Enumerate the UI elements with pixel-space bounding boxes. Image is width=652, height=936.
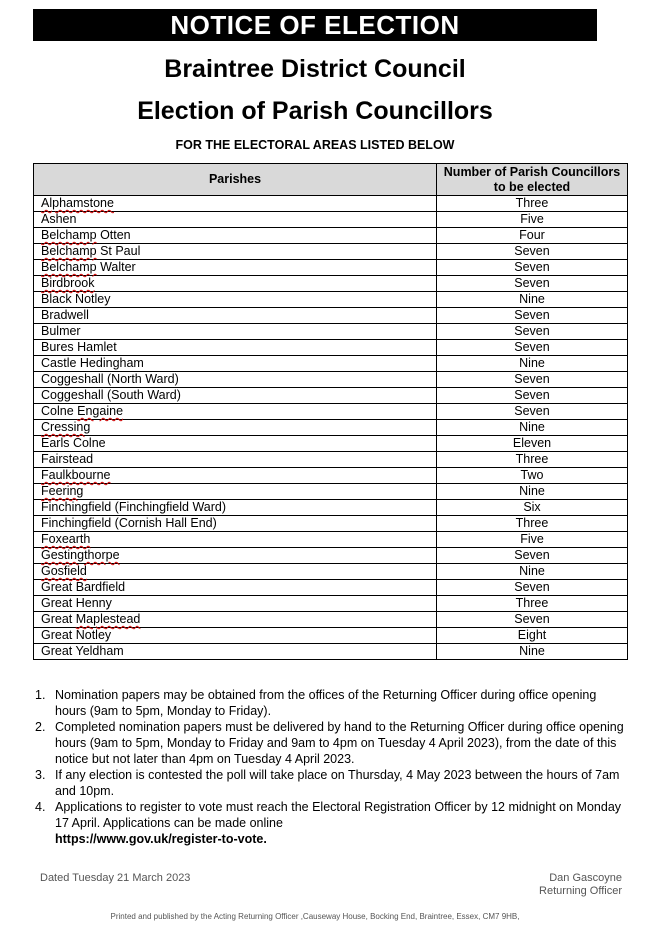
parish-name: Earls Colne — [41, 436, 106, 450]
table-row — [34, 628, 628, 644]
councillor-count-cell: Three — [437, 516, 628, 532]
parish-name: Great Maplestead — [41, 612, 141, 626]
parish-name-cell — [34, 324, 437, 340]
parish-name-cell — [34, 612, 437, 628]
parish-name-cell — [34, 500, 437, 516]
councillor-count-cell: Two — [437, 468, 628, 484]
councillor-count-cell: Nine — [437, 292, 628, 308]
table-row — [34, 580, 628, 596]
parish-name: Great Bardfield — [41, 580, 126, 594]
parish-name: Faulkbourne — [41, 468, 111, 482]
parish-name: Gosfield — [41, 564, 87, 578]
councillor-count-cell: Seven — [437, 548, 628, 564]
signer-name: Dan Gascoyne — [549, 872, 622, 884]
parish-name-cell — [34, 628, 437, 644]
councillor-count-cell: Seven — [437, 388, 628, 404]
table-row — [34, 516, 628, 532]
table-row — [34, 372, 628, 388]
parish-name: Birdbrook — [41, 276, 95, 290]
councillor-count-cell: Eight — [437, 628, 628, 644]
note-item — [33, 687, 628, 719]
parish-name: Bulmer — [41, 324, 81, 338]
table-row — [34, 340, 628, 356]
parish-name-cell — [34, 596, 437, 612]
table-row — [34, 436, 628, 452]
councillor-count-cell: Nine — [437, 484, 628, 500]
table-row — [34, 612, 628, 628]
councillor-count-cell: Five — [437, 212, 628, 228]
signer-title: Returning Officer — [539, 885, 622, 897]
parish-name: Belchamp Walter — [41, 260, 136, 274]
parish-name-cell — [34, 356, 437, 372]
parish-name: Foxearth — [41, 532, 91, 546]
parish-name: Black Notley — [41, 292, 111, 306]
parish-name-cell — [34, 260, 437, 276]
signature-block — [539, 872, 622, 898]
parish-name-cell — [34, 420, 437, 436]
parish-name-cell — [34, 244, 437, 260]
councillor-count-cell: Four — [437, 228, 628, 244]
parish-name-cell — [34, 532, 437, 548]
councillor-count-cell: Nine — [437, 420, 628, 436]
parish-name: Belchamp St Paul — [41, 244, 141, 258]
parish-name-cell — [34, 468, 437, 484]
imprint-line: Printed and published by the Acting Returning Officer ,Causeway House, Bocking End, Braintree, Essex, CM7 9HB, — [110, 912, 520, 921]
table-row — [34, 532, 628, 548]
table-row — [34, 356, 628, 372]
councillor-count-cell: Seven — [437, 404, 628, 420]
note-text: If any election is contested the poll will take place on Thursday, 4 May 2023 between the hours of 7am and 10pm. — [55, 768, 620, 798]
councillor-count-cell: Seven — [437, 276, 628, 292]
parish-name: Castle Hedingham — [41, 356, 144, 370]
parish-name: Colne Engaine — [41, 404, 124, 418]
parish-name: Ashen — [41, 212, 77, 226]
parish-name-cell — [34, 516, 437, 532]
note-text: Applications to register to vote must reach the Electoral Registration Officer by 12 midnight on Monday 17 April. Applications can be made online — [55, 800, 622, 830]
councillor-count-cell: Three — [437, 452, 628, 468]
notes-list — [33, 687, 628, 847]
parish-name: Belchamp Otten — [41, 228, 131, 242]
table-row — [34, 484, 628, 500]
note-item — [33, 799, 628, 847]
election-title: Election of Parish Councillors — [137, 97, 493, 125]
table-row — [34, 564, 628, 580]
column-header-number: Number of Parish Councillors to be elected — [437, 164, 628, 196]
parish-name: Coggeshall (North Ward) — [41, 372, 179, 386]
table-row — [34, 468, 628, 484]
parish-name-cell — [34, 404, 437, 420]
table-row — [34, 500, 628, 516]
notice-banner: NOTICE OF ELECTION — [33, 9, 597, 41]
table-row — [34, 276, 628, 292]
note-text: Nomination papers may be obtained from the offices of the Returning Officer during office opening hours (9am to 5pm, Monday to Friday). — [55, 688, 597, 718]
councillor-count-cell: Five — [437, 532, 628, 548]
councillor-count-cell: Nine — [437, 644, 628, 660]
parish-name-cell — [34, 484, 437, 500]
table-row — [34, 452, 628, 468]
councillor-count-cell: Seven — [437, 612, 628, 628]
parish-name: Feering — [41, 484, 84, 498]
register-to-vote-link[interactable]: https://www.gov.uk/register-to-vote. — [55, 832, 267, 846]
table-row — [34, 644, 628, 660]
table-row — [34, 260, 628, 276]
parish-name-cell — [34, 452, 437, 468]
table-row — [34, 388, 628, 404]
parish-name-cell — [34, 644, 437, 660]
councillor-count-cell: Seven — [437, 580, 628, 596]
parish-name: Bures Hamlet — [41, 340, 117, 354]
parish-name-cell — [34, 308, 437, 324]
councillor-count-cell: Seven — [437, 260, 628, 276]
note-item — [33, 767, 628, 799]
councillor-count-cell: Seven — [437, 372, 628, 388]
table-row — [34, 404, 628, 420]
areas-subtitle: FOR THE ELECTORAL AREAS LISTED BELOW — [175, 138, 455, 152]
parish-name: Bradwell — [41, 308, 89, 322]
parish-name-cell — [34, 212, 437, 228]
note-number: 3. — [35, 768, 46, 782]
parish-name: Great Henny — [41, 596, 112, 610]
councillor-count-cell: Seven — [437, 324, 628, 340]
parish-name-cell — [34, 196, 437, 212]
councillor-count-cell: Six — [437, 500, 628, 516]
table-row — [34, 228, 628, 244]
table-row — [34, 212, 628, 228]
parish-name: Alphamstone — [41, 196, 114, 210]
note-item — [33, 719, 628, 767]
councillor-count-cell: Eleven — [437, 436, 628, 452]
parish-name-cell — [34, 372, 437, 388]
parish-name-cell — [34, 436, 437, 452]
table-header-row — [34, 164, 628, 196]
table-row — [34, 244, 628, 260]
councillor-count-cell: Seven — [437, 308, 628, 324]
councillor-count-cell: Nine — [437, 564, 628, 580]
note-number: 4. — [35, 800, 46, 814]
councillor-count-cell: Three — [437, 596, 628, 612]
councillor-count-cell: Seven — [437, 340, 628, 356]
parish-name: Fairstead — [41, 452, 94, 466]
table-row — [34, 308, 628, 324]
parish-name: Great Notley — [41, 628, 112, 642]
dated-line: Dated Tuesday 21 March 2023 — [40, 872, 191, 884]
column-header-parishes: Parishes — [34, 164, 437, 196]
parish-table — [33, 163, 628, 660]
parish-name: Great Yeldham — [41, 644, 124, 658]
parish-table-body — [34, 196, 628, 660]
parish-name-cell — [34, 228, 437, 244]
council-title: Braintree District Council — [164, 55, 466, 83]
table-row — [34, 196, 628, 212]
parish-name: Cressing — [41, 420, 91, 434]
parish-name-cell — [34, 580, 437, 596]
parish-name-cell — [34, 564, 437, 580]
note-text: Completed nomination papers must be delivered by hand to the Returning Officer during office opening hours (9am to 5pm, Monday to Friday and 9am to 4pm on Tuesday 4 April 2023), from the date of this notice but not later than 4pm on Tuesday 4 April 2023. — [55, 720, 624, 766]
table-row — [34, 420, 628, 436]
parish-name: Finchingfield (Finchingfield Ward) — [41, 500, 227, 514]
table-row — [34, 292, 628, 308]
note-number: 2. — [35, 720, 46, 734]
councillor-count-cell: Seven — [437, 244, 628, 260]
parish-name-cell — [34, 340, 437, 356]
parish-name: Coggeshall (South Ward) — [41, 388, 181, 402]
table-row — [34, 596, 628, 612]
table-row — [34, 324, 628, 340]
parish-name-cell — [34, 548, 437, 564]
parish-name: Finchingfield (Cornish Hall End) — [41, 516, 217, 530]
parish-name-cell — [34, 292, 437, 308]
table-row — [34, 548, 628, 564]
parish-name-cell — [34, 388, 437, 404]
councillor-count-cell: Nine — [437, 356, 628, 372]
parish-name-cell — [34, 276, 437, 292]
councillor-count-cell: Three — [437, 196, 628, 212]
note-number: 1. — [35, 688, 46, 702]
parish-name: Gestingthorpe — [41, 548, 120, 562]
